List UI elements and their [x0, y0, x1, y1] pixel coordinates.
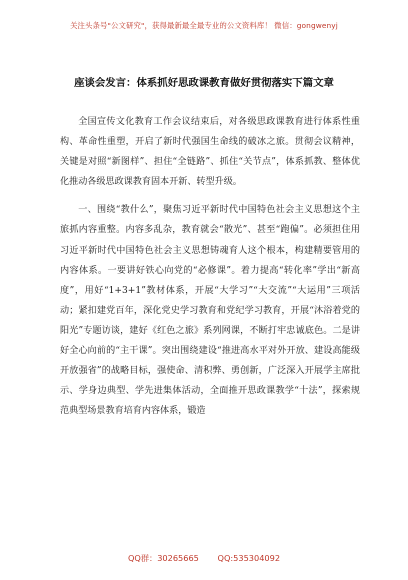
footer-contact — [0, 553, 408, 564]
footer-qq-group: QQ群：30265665 — [127, 553, 199, 563]
header-promo-banner: 关注头条号"公文研究"，获得最新最全最专业的公文资料库！ 微信：gongwenyj — [70, 21, 338, 30]
paragraph-intro: 全国宣传文化教育工作会议结束后，对各级思政课教育进行体系性重构、革命性重塑，开启了新时代强国生命线的破冰之旅。贯彻会议精神，关键是对照“新图样”、担住“全链路”、抓住“关节点”，体系抓教、整体优化推动各级思政课教育固本开新、转型升级。 — [60, 117, 360, 188]
document-body — [60, 112, 360, 421]
paragraph-section-one: 一、围绕“教什么”，聚焦习近平新时代中国特色社会主义思想这个主旅抓内容重整。内容多乱杂，教育就会“散光”、甚至“跑偏”。必须担住用习近平新时代中国特色社会主义思想铸魂育人这个根本，构建精要管用的内容体系。一要讲好铁心向党的“必修课”。着力提高“转化率”学出“新高度”，用好“1+3+1”教材体系，开展“大学习”“大交流”“大运用”三项活动；紧扣建党百年，深化党史学习教育和党纪学习教育，开展“沐浴着党的阳光”专题访谈，建好《红色之旅》系列网课，不断打牢忠诚底色。二是讲好全心向前的“主干课”。突出围绕建设“推进高水平对外开放、建设高能级开放强省”的战略目标，强使命、清积弊、勇创新，广泛深入开展学主席批示、学身边典型、学先进集体活动，全面推开思政课教学“十法”，探索规范典型场景教育培育内容体系，锻造 — [60, 205, 360, 417]
document-title: 座谈会发言：体系抓好思政课教育做好贯彻落实下篇文章 — [74, 77, 334, 89]
footer-qq-number: QQ:535304092 — [217, 553, 281, 563]
